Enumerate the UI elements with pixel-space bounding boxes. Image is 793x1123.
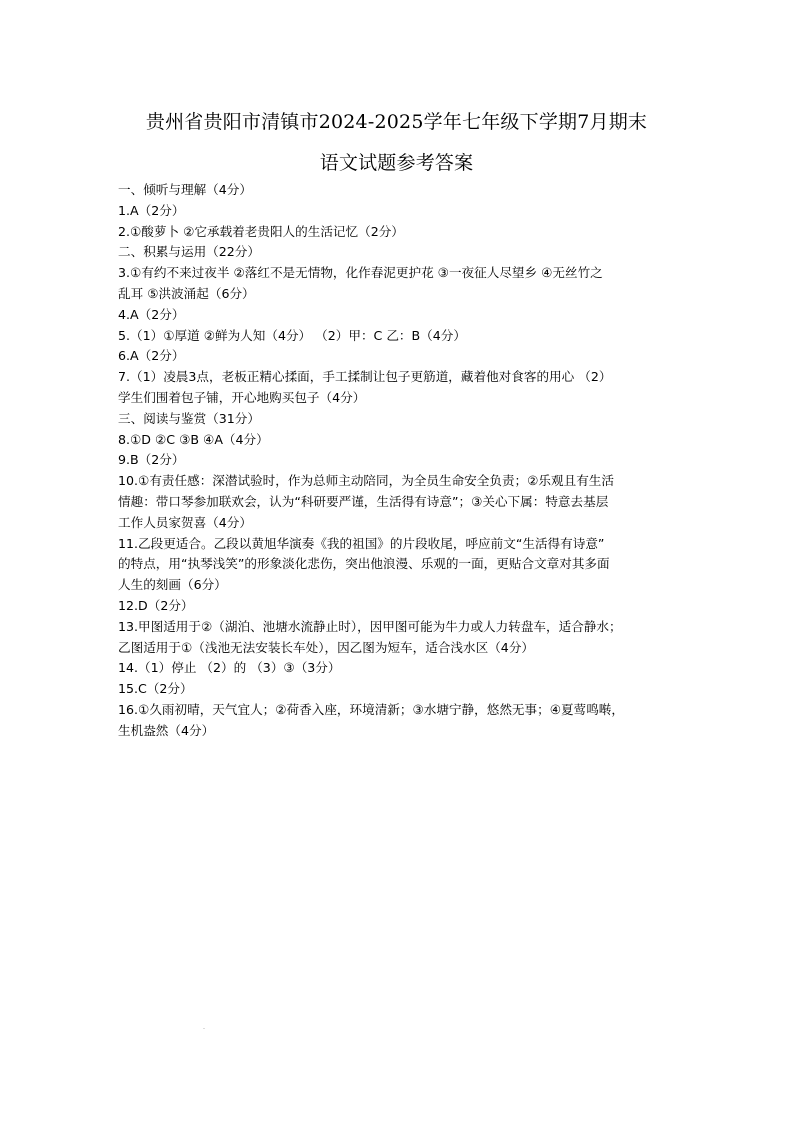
- answer-3: 3.①有约不来过夜半 ②落红不是无情物，化作春泥更护花 ③一夜征人尽望乡 ④无丝竹之: [118, 265, 603, 281]
- section-heading-listening: 一、倾听与理解（4分）: [118, 182, 252, 197]
- answer-11-continued: 人生的刻画（6分）: [118, 577, 227, 593]
- answer-12: 12.D（2分）: [118, 597, 194, 613]
- answer-15: 15.C（2分）: [118, 681, 193, 697]
- scan-speck: [203, 1028, 205, 1029]
- section-heading-accumulation: 二、积累与运用（22分）: [118, 244, 260, 260]
- section-heading-reading: 三、阅读与鉴赏（31分）: [118, 410, 260, 426]
- answer-4: 4.A（2分）: [118, 306, 185, 322]
- answer-5: 5.（1）①厚道 ②鲜为人知（4分） （2）甲：C 乙：B（4分）: [118, 327, 466, 343]
- document-title: 贵州省贵阳市清镇市2024-2025学年七年级下学期7月期末: [145, 111, 648, 133]
- answer-10-continued: 工作人员家贺喜（4分）: [118, 514, 252, 530]
- answer-10-continued: 情趣：带口琴参加联欢会，认为“科研要严谨，生活得有诗意”；③关心下属：特意去基层: [118, 493, 609, 509]
- answer-14: 14.（1）停止 （2）的 （3）③（3分）: [118, 660, 341, 676]
- answer-7-continued: 学生们围着包子铺，开心地购买包子（4分）: [118, 389, 366, 405]
- answer-6: 6.A（2分）: [118, 348, 185, 364]
- answer-3-continued: 乱耳 ⑤洪波涌起（6分）: [118, 285, 255, 301]
- answer-16: 16.①久雨初晴，天气宜人；②荷香入座，环境清新；③水塘宁静，悠然无事；④夏莺鸣啭，: [118, 701, 624, 717]
- answer-1: 1.A（2分）: [118, 202, 185, 218]
- answer-key-body: [118, 180, 678, 742]
- answer-13: 13.甲图适用于②（湖泊、池塘水流静止时），因甲图可能为牛力或人力转盘车，适合静水；: [118, 618, 622, 634]
- answer-10: 10.①有责任感：深潜试验时，作为总师主动陪同，为全员生命安全负责；②乐观且有生活: [118, 473, 614, 489]
- answer-11-continued: 的特点，用“执琴浅笑”的形象淡化悲伤，突出他浪漫、乐观的一面，更贴合文章对其多面: [118, 556, 610, 572]
- answer-7: 7.（1）凌晨3点，老板正精心揉面，手工揉制让包子更筋道，藏着他对食客的用心 （2）: [118, 369, 612, 385]
- answer-11: 11.乙段更适合。乙段以黄旭华演奏《我的祖国》的片段收尾，呼应前文“生活得有诗意”: [118, 535, 605, 551]
- answer-8: 8.①D ②C ③B ④A（4分）: [118, 431, 269, 447]
- answer-13-continued: 乙图适用于①（浅池无法安装长车处），因乙图为短车，适合浅水区（4分）: [118, 639, 535, 655]
- answer-9: 9.B（2分）: [118, 452, 185, 468]
- answer-2: 2.①酸萝卜 ②它承载着老贵阳人的生活记忆（2分）: [118, 223, 404, 239]
- answer-16-continued: 生机盎然（4分）: [118, 722, 215, 738]
- document-subtitle: 语文试题参考答案: [319, 152, 474, 174]
